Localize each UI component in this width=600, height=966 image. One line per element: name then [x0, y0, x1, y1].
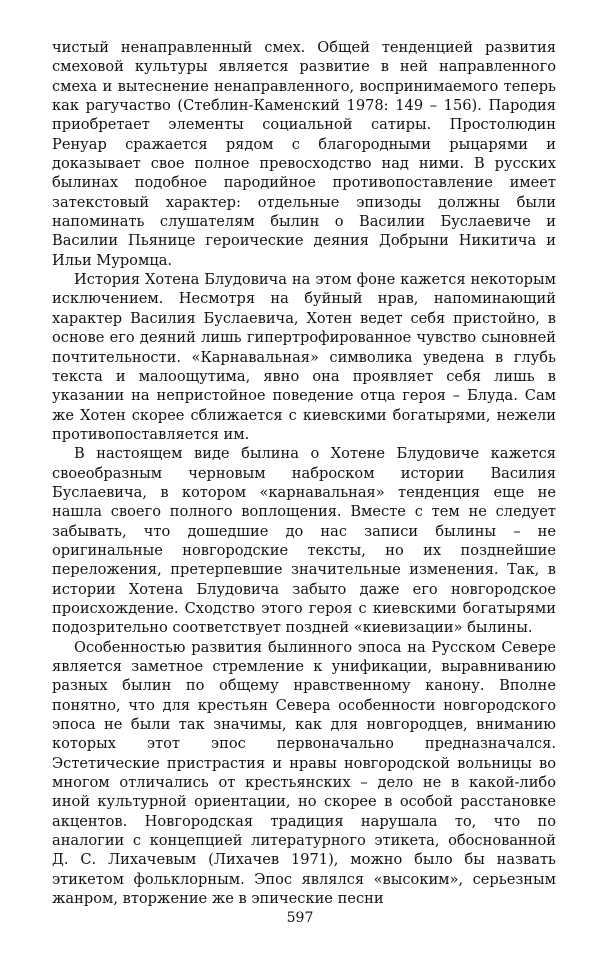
paragraph-4: Особенностью развития былинного эпоса на Русском Севере является заметное стремление к унификации, выравниванию разных былин по общему нравственному канону. Вполне понятно, что для крестьян Севера особенности новгородского эпоса не были так значимы, как для новгородцев, вниманию которых этот эпос первоначально предназначался. Эстетические пристрастия и нравы новгородской вольницы во многом отличались от крестьянских – дело не в какой-либо иной культурной ориентации, но скорее в особой расстановке акцентов. Новгородская традиция нарушала то, что по аналогии с концепцией литературного этикета, обоснованной Д. С. Лихачевым (Лихачев 1971), можно было бы назвать этикетом фольклорным. Эпос являлся «высоким», серьезным жанром, вторжение же в эпические песни: [52, 638, 556, 908]
paragraph-2: История Хотена Блудовича на этом фоне кажется некоторым исключением. Несмотря на буйный нрав, напоминающий характер Василия Буслаевича, Хотен ведет себя пристойно, в основе его деяний лишь гипертрофированное чувство сыновней почтительности. «Карнавальная» символика уведена в глубь текста и малоощутима, явно она проявляет себя лишь в указании на непристойное поведение отца героя – Блуда. Сам же Хотен скорее сближается с киевскими богатырями, нежели противопоставляется им.: [52, 271, 556, 443]
paragraph-1: чистый ненаправленный смех. Общей тенденцией развития смеховой культуры является развитие в ней направленного смеха и вытеснение ненаправленного, воспринимаемого теперь как parучаство (Стеблин-Каменский 1978: 149 – 156). Пародия приобретает элементы социальной сатиры. Простолюдин Ренуар сражается рядом с благородными рыцарями и доказывает свое полное превосходство над ними. В русских былинах подобное пародийное противопоставление имеет затекстовый характер: отдельные эпизоды должны были напоминать слушателям былин о Василии Буслаевиче и Василии Пьянице героические деяния Добрыни Никитича и Ильи Муромца.: [52, 39, 556, 269]
page-number: 597: [286, 910, 314, 926]
page-body: [52, 38, 556, 908]
paragraph-3: В настоящем виде былина о Хотене Блудовиче кажется своеобразным черновым наброском истории Василия Буслаевича, в котором «карнавальная» тенденция еще не нашла своего полного воплощения. Вместе с тем не следует забывать, что дошедшие до нас записи былины – не оригинальные новгородские тексты, но их позднейшие переложения, претерпевшие значительные изменения. Так, в истории Хотена Блудовича забыто даже его новгородское происхождение. Сходство этого героя с киевскими богатырями подозрительно соответствует поздней «киевизации» былины.: [52, 445, 556, 637]
